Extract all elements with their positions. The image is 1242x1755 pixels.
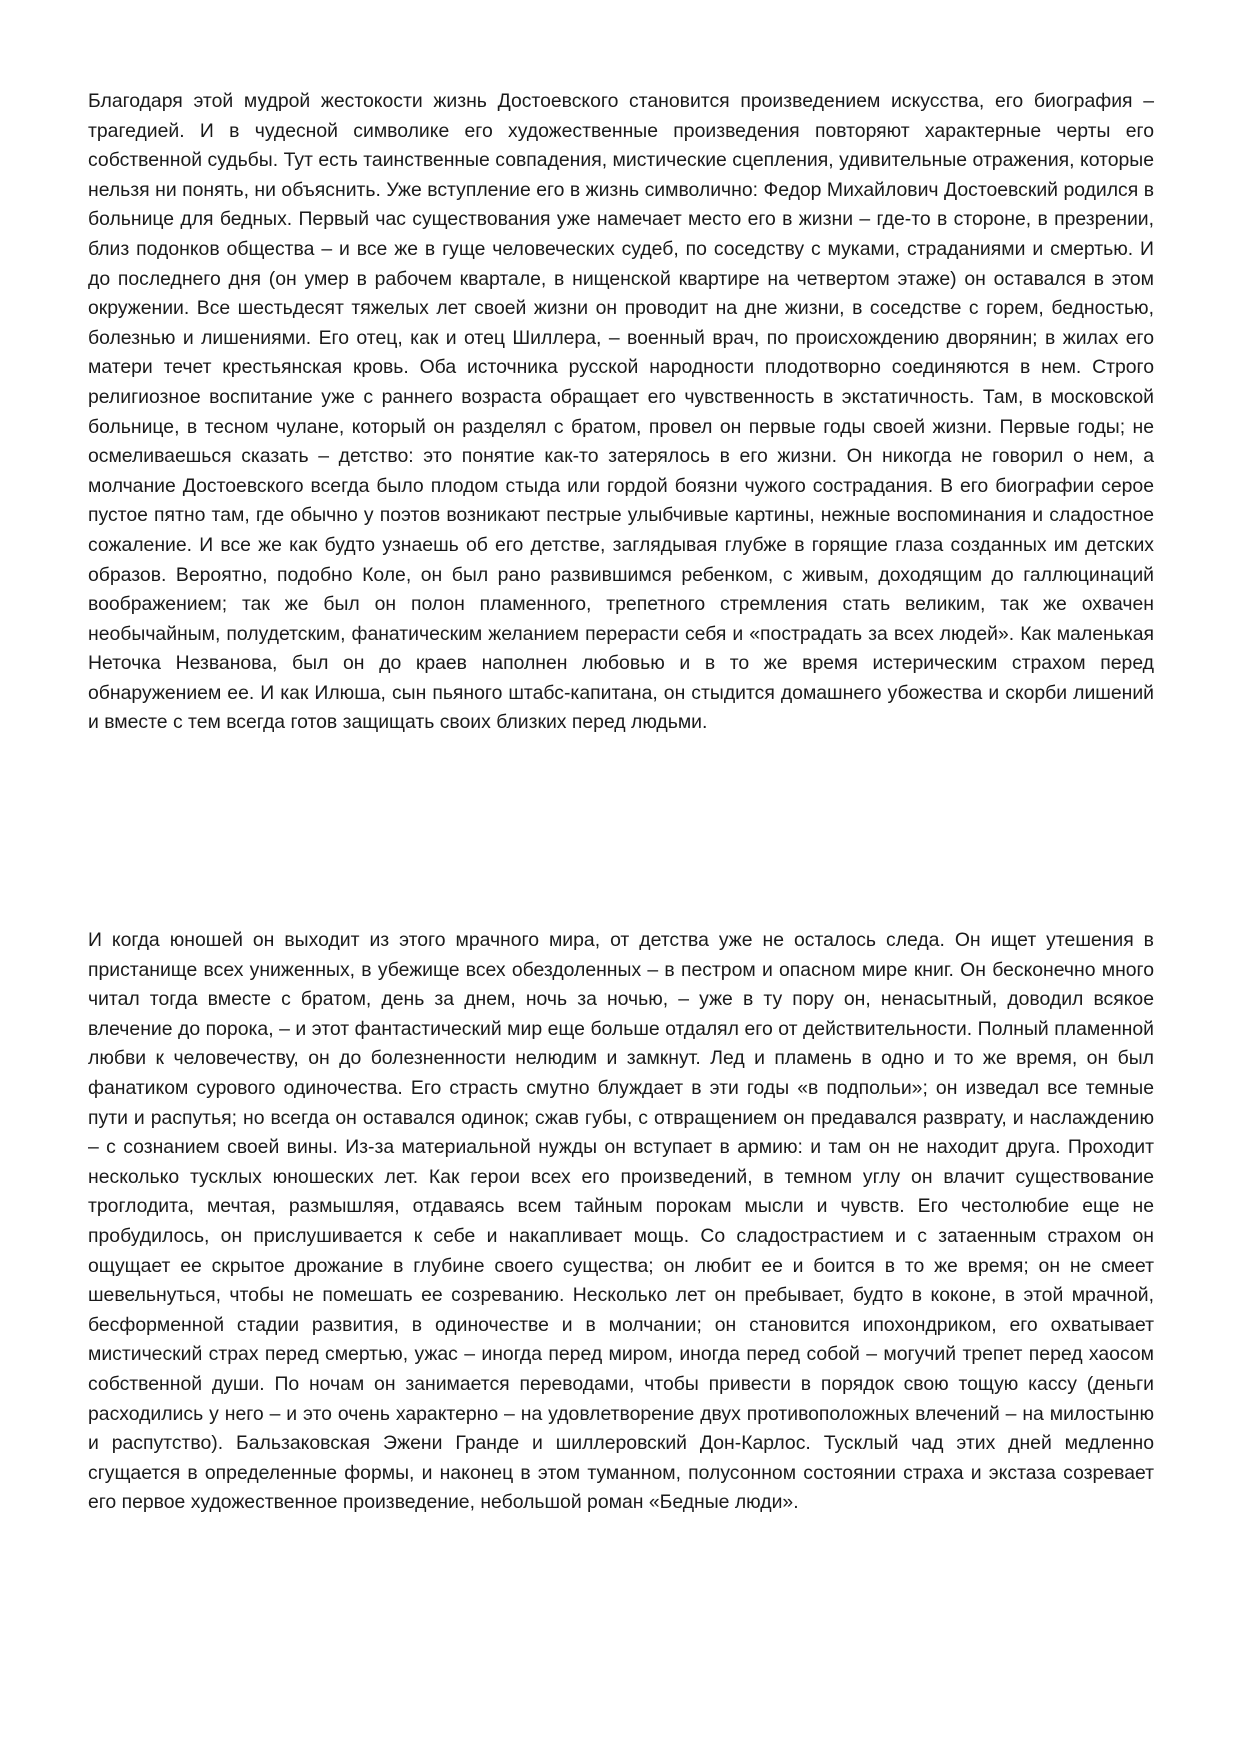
paragraph-2: И когда юношей он выходит из этого мрачного мира, от детства уже не осталось следа. Он ищет утешения в пристанище всех униженных, в убежище всех обездоленных – в пестром и опасном мире книг. Он бесконечно много читал тогда вместе с братом, день за днем, ночь за ночью, – уже в ту пору он, ненасытный, доводил всякое влечение до порока, – и этот фантастический мир еще больше отдалял его от действительности. Полный пламенной любви к человечеству, он до болезненности нелюдим и замкнут. Лед и пламень в одно и то же время, он был фанатиком сурового одиночества. Его страсть смутно блуждает в эти годы «в подпольи»; он изведал все темные пути и распутья; но всегда он оставался одинок; сжав губы, с отвращением он предавался разврату, и наслаждению – с сознанием своей вины. Из-за материальной нужды он вступает в армию: и там он не находит друга. Проходит несколько тусклых юношеских лет. Как герои всех его произведений, в темном углу он влачит существование троглодита, мечтая, размышляя, отдаваясь всем тайным порокам мысли и чувств. Его честолюбие еще не пробудилось, он прислушивается к себе и накапливает мощь. Со сладострастием и с затаенным страхом он ощущает ее скрытое дрожание в глубине своего существа; он любит ее и боится в то же время; он не смеет шевельнуться, чтобы не помешать ее созреванию. Несколько лет он пребывает, будто в коконе, в этой мрачной, бесформенной стадии развития, в одиночестве и в молчании; он становится ипохондриком, его охватывает мистический страх перед смертью, ужас – иногда перед миром, иногда перед собой – могучий трепет перед хаосом собственной души. По ночам он занимается переводами, чтобы привести в порядок свою тощую кассу (деньги расходились у него – и это очень характерно – на удовлетворение двух противоположных влечений – на милостыню и распутство). Бальзаковская Эжени Гранде и шиллеровский Дон-Карлос. Тусклый чад этих дней медленно сгущается в определенные формы, и наконец в этом туманном, полусонном состоянии страха и экстаза созревает его первое художественное произведение, небольшой роман «Бедные люди».	[88, 929, 1154, 1514]
paragraph-1: Благодаря этой мудрой жестокости жизнь Достоевского становится произведением искусства, его биография – трагедией. И в чудесной символике его художественные произведения повторяют характерные черты его собственной судьбы. Тут есть таинственные совпадения, мистические сцепления, удивительные отражения, которые нельзя ни понять, ни объяснить. Уже вступление его в жизнь символично: Федор Михайлович Достоевский родился в больнице для бедных. Первый час существования уже намечает место его в жизни – где-то в стороне, в презрении, близ подонков общества – и все же в гуще человеческих судеб, по соседству с муками, страданиями и смертью. И до последнего дня (он умер в рабочем квартале, в нищенской квартире на четвертом этаже) он оставался в этом окружении. Все шестьдесят тяжелых лет своей жизни он проводит на дне жизни, в соседстве с горем, бедностью, болезнью и лишениями. Его отец, как и отец Шиллера, – военный врач, по происхождению дворянин; в жилах его матери течет крестьянская кровь. Оба источника русской народности плодотворно соединяются в нем. Строго религиозное воспитание уже с раннего возраста обращает его чувственность в экстатичность. Там, в московской больнице, в тесном чулане, который он разделял с братом, провел он первые годы своей жизни. Первые годы; не осмеливаешься сказать – детство: это понятие как-то затерялось в его жизни. Он никогда не говорил о нем, а молчание Достоевского всегда было плодом стыда или гордой боязни чужого сострадания. В его биографии серое пустое пятно там, где обычно у поэтов возникают пестрые улыбчивые картины, нежные воспоминания и сладостное сожаление. И все же как будто узнаешь об его детстве, заглядывая глубже в горящие глаза созданных им детских образов. Вероятно, подобно Коле, он был рано развившимся ребенком, с живым, доходящим до галлюцинаций воображением; так же был он полон пламенного, трепетного стремления стать великим, так же охвачен необычайным, полудетским, фанатическим желанием перерасти себя и «пострадать за всех людей». Как маленькая Неточка Незванова, был он до краев наполнен любовью и в то же время истерическим страхом перед обнаружением ее. И как Илюша, сын пьяного штабс-капитана, он стыдится домашнего убожества и скорби лишений и вместе с тем всегда готов защищать своих близких перед людьми.	[88, 90, 1154, 734]
